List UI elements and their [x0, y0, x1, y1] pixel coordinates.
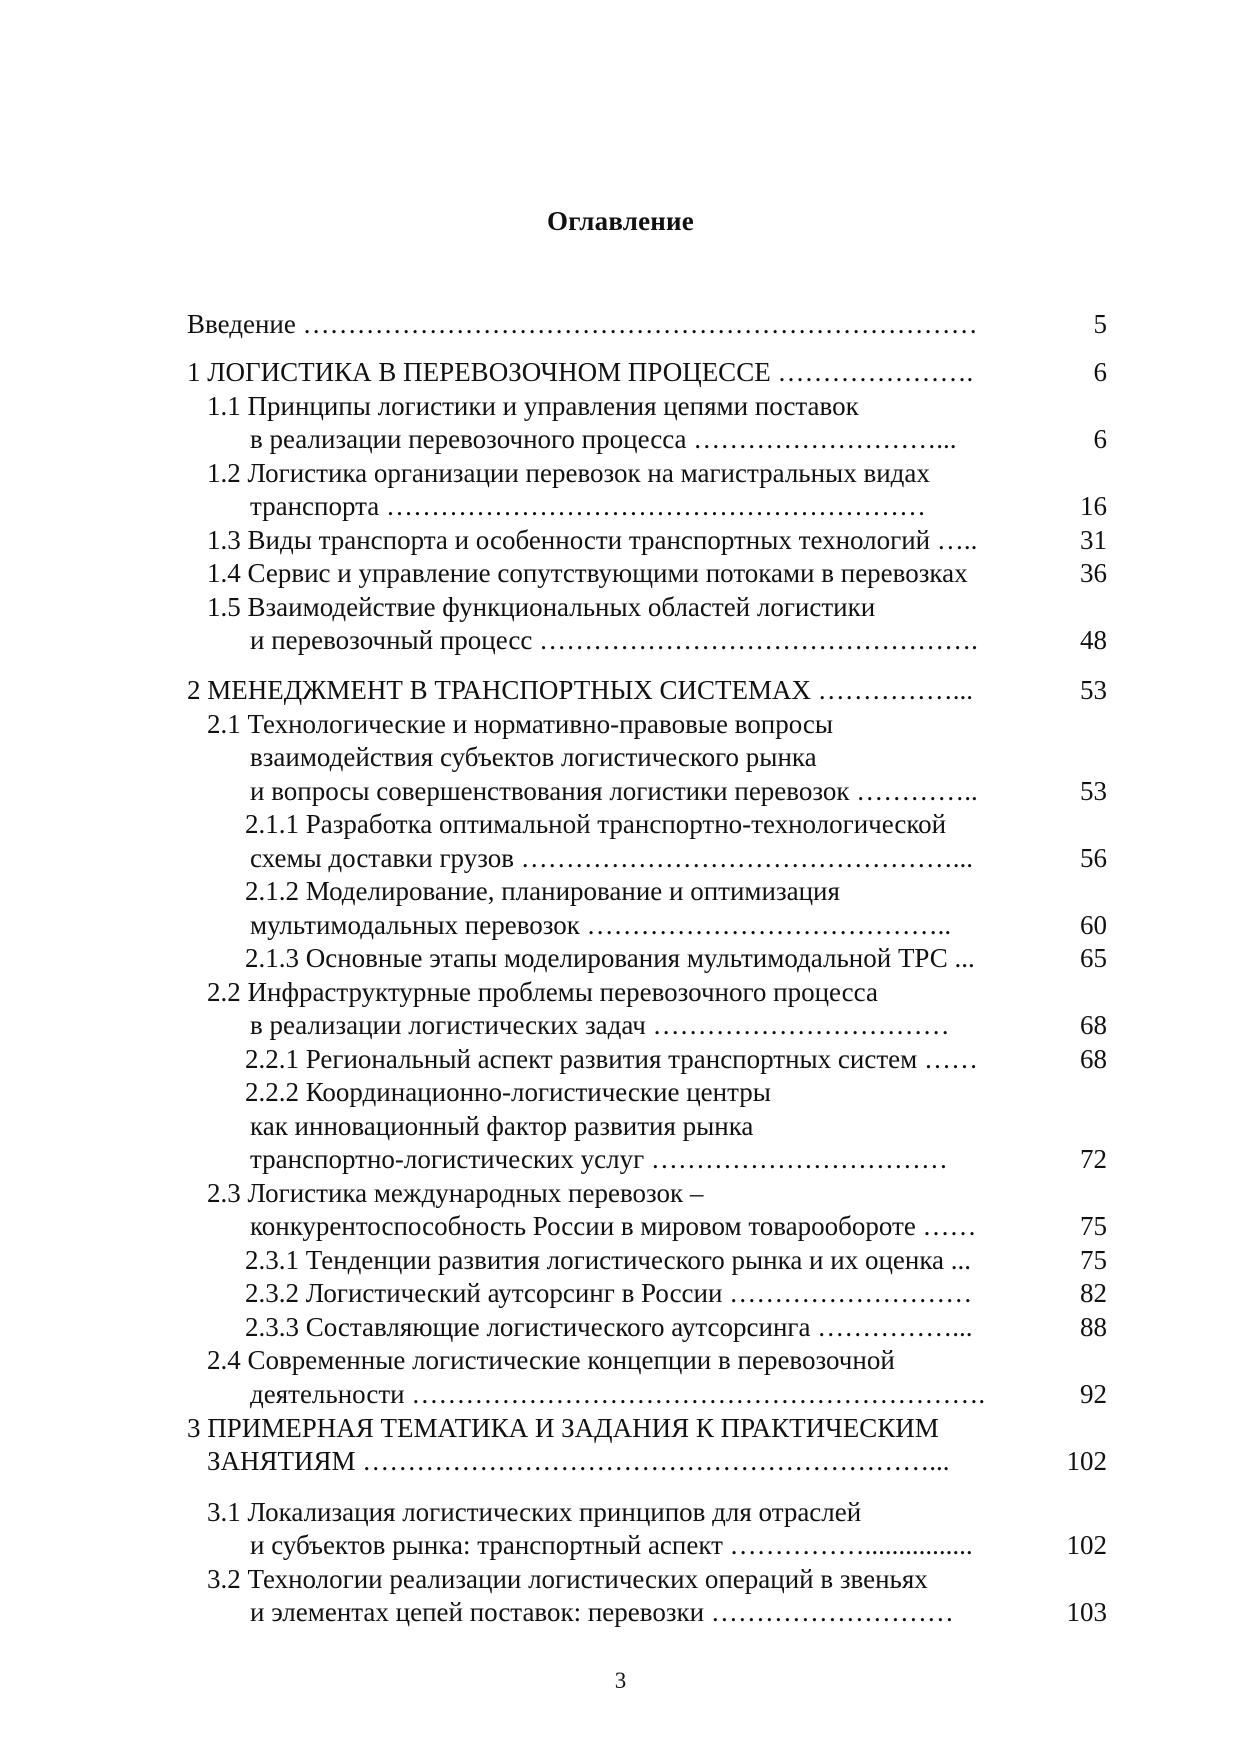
- toc-entry-text: 3.1 Локализация логистических принципов для отраслей: [207, 1497, 862, 1527]
- toc-entry[interactable]: [207, 1343, 1107, 1377]
- toc-entry-text: в реализации перевозочного процесса ………………………...: [250, 424, 957, 454]
- toc-entry[interactable]: [207, 1444, 1107, 1478]
- toc-entry[interactable]: [187, 355, 1107, 389]
- toc-entry[interactable]: [250, 1528, 1107, 1562]
- toc-entry[interactable]: [250, 1209, 1107, 1243]
- toc-entry[interactable]: [207, 1495, 1107, 1529]
- toc-entry-text: и вопросы совершенствования логистики перевозок …………..: [250, 776, 978, 806]
- toc-entry[interactable]: [250, 489, 1107, 523]
- toc-entry-text: 2.3.3 Составляющие логистического аутсорсинга ……………...: [245, 1312, 973, 1342]
- toc-entry[interactable]: [245, 941, 1107, 975]
- toc-entry-text: как инновационный фактор развития рынка: [250, 1111, 754, 1141]
- toc-entry-text: транспортно-логистических услуг ……………………………: [250, 1144, 948, 1174]
- toc-entry-text: 2.1 Технологические и нормативно-правовые вопросы: [207, 709, 833, 739]
- toc-entry-text: 1.3 Виды транспорта и особенности транспортных технологий …..: [207, 525, 978, 555]
- toc-entry-page: 53: [1080, 675, 1107, 705]
- toc-entry[interactable]: [250, 841, 1107, 875]
- toc-entry[interactable]: [207, 556, 1107, 590]
- toc-entry-text: 2.3 Логистика международных перевозок –: [207, 1178, 704, 1208]
- toc-entry[interactable]: [207, 456, 1107, 490]
- toc-entry-page: 60: [1080, 910, 1107, 940]
- toc-entry[interactable]: [245, 1310, 1107, 1344]
- toc-entry[interactable]: [245, 807, 1107, 841]
- page-title: Оглавление: [547, 206, 694, 236]
- toc-entry-text: Введение …………………………………………………………………: [187, 309, 978, 339]
- toc-entry-text: 1.1 Принципы логистики и управления цепями поставок: [207, 391, 859, 421]
- toc-entry-page: 75: [1080, 1245, 1107, 1275]
- toc-entry-text: 1.5 Взаимодействие функциональных областей логистики: [207, 592, 876, 622]
- toc-entry-text: 2 МЕНЕДЖМЕНТ В ТРАНСПОРТНЫХ СИСТЕМАХ ……………...: [187, 675, 974, 705]
- toc-entry-page: 53: [1080, 776, 1107, 806]
- toc-entry[interactable]: [250, 1142, 1107, 1176]
- toc-entry[interactable]: [207, 975, 1107, 1009]
- toc-entry[interactable]: [245, 1075, 1107, 1109]
- toc-entry-text: 2.1.3 Основные этапы моделирования мультимодальной ТРС ...: [245, 943, 975, 973]
- toc-entry-page: 88: [1080, 1312, 1107, 1342]
- toc-entry-text: в реализации логистических задач ……………………………: [250, 1010, 950, 1040]
- toc-entry-text: 3.2 Технологии реализации логистических операций в звеньях: [207, 1564, 928, 1594]
- toc-entry-text: мультимодальных перевозок …………………………………..: [250, 910, 952, 940]
- toc-entry-text: 1.4 Сервис и управление сопутствующими потоками в перевозках: [207, 558, 968, 588]
- toc-entry[interactable]: [250, 774, 1107, 808]
- toc-entry[interactable]: [250, 1377, 1107, 1411]
- toc-entry[interactable]: [187, 1411, 1107, 1445]
- toc-entry-text: ЗАНЯТИЯМ ………………………………………………………...: [207, 1446, 950, 1476]
- toc-entry-page: 6: [1093, 357, 1107, 387]
- toc-entry[interactable]: [245, 1243, 1107, 1277]
- toc-entry-text: 2.3.1 Тенденции развития логистического рынка и их оценка ...: [245, 1245, 972, 1275]
- toc-entry-page: 92: [1080, 1379, 1107, 1409]
- toc-entry-page: 82: [1080, 1278, 1107, 1308]
- toc-entry[interactable]: [245, 1042, 1107, 1076]
- toc-entry-page: 72: [1080, 1144, 1107, 1174]
- toc-entry-page: 36: [1080, 558, 1107, 588]
- toc-entry-text: деятельности ……………………………………………………….: [250, 1379, 986, 1409]
- toc-entry-page: 68: [1080, 1010, 1107, 1040]
- toc-entry-text: взаимодействия субъектов логистического рынка: [250, 742, 817, 772]
- toc-entry[interactable]: [245, 1276, 1107, 1310]
- toc-entry-page: 103: [1066, 1597, 1107, 1627]
- toc-entry-text: конкурентоспособность России в мировом товарообороте ……: [250, 1211, 977, 1241]
- toc-entry-page: 16: [1080, 491, 1107, 521]
- toc-entry[interactable]: [250, 908, 1107, 942]
- page-number: 3: [614, 1668, 627, 1693]
- toc-entry-text: и субъектов рынка: транспортный аспект ……………................: [250, 1530, 973, 1560]
- toc-entry-text: транспорта ……………………………………………………: [250, 491, 927, 521]
- toc-entry-text: 1.2 Логистика организации перевозок на магистральных видах: [207, 458, 930, 488]
- toc-entry-text: 2.1.1 Разработка оптимальной транспортно-технологической: [245, 809, 947, 839]
- toc-entry-text: 2.4 Современные логистические концепции в перевозочной: [207, 1345, 895, 1375]
- toc-entry-text: схемы доставки грузов …………………………………………...: [250, 843, 973, 873]
- toc-entry[interactable]: [250, 1008, 1107, 1042]
- toc-entry[interactable]: [207, 707, 1107, 741]
- toc-entry-text: 2.2.1 Региональный аспект развития транспортных систем ……: [245, 1044, 978, 1074]
- toc-entry-page: 65: [1080, 943, 1107, 973]
- toc-entry[interactable]: [250, 740, 1107, 774]
- toc-entry[interactable]: [207, 1176, 1107, 1210]
- toc-entry[interactable]: [187, 673, 1107, 707]
- toc-entry-text: 2.3.2 Логистический аутсорсинг в России ………………………: [245, 1278, 973, 1308]
- toc-entry-page: 48: [1080, 625, 1107, 655]
- toc-entry[interactable]: [207, 1562, 1107, 1596]
- toc-entry[interactable]: [207, 590, 1107, 624]
- toc-entry[interactable]: [250, 1109, 1107, 1143]
- toc-entry-text: 1 ЛОГИСТИКА В ПЕРЕВОЗОЧНОМ ПРОЦЕССЕ ………………….: [187, 357, 974, 387]
- toc-entry[interactable]: [250, 1595, 1107, 1629]
- toc-entry-text: 3 ПРИМЕРНАЯ ТЕМАТИКА И ЗАДАНИЯ К ПРАКТИЧЕСКИМ: [187, 1413, 939, 1443]
- toc-entry-text: 2.2 Инфраструктурные проблемы перевозочного процесса: [207, 977, 878, 1007]
- toc-entry[interactable]: [207, 389, 1107, 423]
- toc-entry-page: 6: [1093, 424, 1107, 454]
- toc-entry[interactable]: [207, 523, 1107, 557]
- toc-entry-page: 102: [1066, 1530, 1107, 1560]
- toc-entry-page: 31: [1080, 525, 1107, 555]
- toc-entry-text: 2.1.2 Моделирование, планирование и оптимизация: [245, 876, 840, 906]
- toc-entry-text: и перевозочный процесс ………………………………………….: [250, 625, 978, 655]
- toc-entry-page: 68: [1080, 1044, 1107, 1074]
- toc-entry[interactable]: [250, 422, 1107, 456]
- toc-entry[interactable]: [187, 307, 1107, 341]
- toc-entry-page: 75: [1080, 1211, 1107, 1241]
- toc-entry-text: и элементах цепей поставок: перевозки ………………………: [250, 1597, 954, 1627]
- toc-entry[interactable]: [245, 874, 1107, 908]
- toc-entry-page: 5: [1093, 309, 1107, 339]
- toc-entry-text: 2.2.2 Координационно-логистические центры: [245, 1077, 771, 1107]
- toc-entry-page: 56: [1080, 843, 1107, 873]
- toc-entry[interactable]: [250, 623, 1107, 657]
- toc-entry-page: 102: [1066, 1446, 1107, 1476]
